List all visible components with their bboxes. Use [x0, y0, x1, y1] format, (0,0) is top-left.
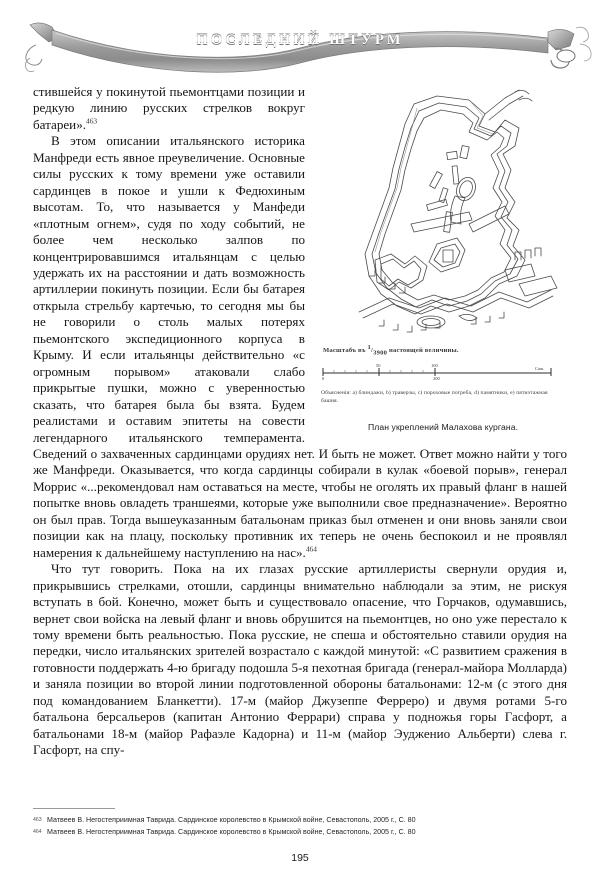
- paragraph-1-text: стившейся у покинутой пьемонтцами позиции и редкую линию русских стрелков вокруг батареи».: [33, 84, 305, 132]
- fortification-plan-drawing: [319, 84, 567, 342]
- svg-text:50: 50: [376, 362, 381, 368]
- page-number: 195: [291, 852, 309, 864]
- svg-text:0: 0: [322, 375, 325, 380]
- scale-denominator: 3900: [373, 349, 388, 357]
- figure-legend: Объясненiя: а) блиндажи, b) траверзы, с) пороховые погреба, d) памятники, е) пятиэтажная башня.: [321, 389, 548, 404]
- paragraph-2-text: В этом описании итальянского историка Манфреди есть явное преувеличение. Основные силы русских к тому времени уже оставили сардинцев в покое и ушли к Федюхиным высотам. То, что называется у Манфеди «плотным огнем», судя по ходу событий, не более чем несколько залпов по концентрировавшимся итальянцам с целью удержать их на расстоянии и дать возможность артиллерии покинуть позиции. Если бы батарея открыла стрельбу картечью, то сегодня мы бы не говорили о столь малых потерях пьемонтского экспедиционного корпуса в Крыму. И если итальянцы действительно «с огромным порывом» атаковали слабо прикрытые пушки, можно с уверенностью сказать, что батарея была бы взята. Будем реалистами и оставим эпитеты на совести легендарного итальянского темперамента. Сведений о захваченных сардинцами орудиях нет. И быть не может. Ответ можно найти у того же Манфреди. Оказывается, что когда сардинцы собирали в кулак «боевой порыв», генерал Моррис «...рекомендовал нам оставаться на месте, чтобы не оголять их правый фланг в нашей попытке вновь овладеть траншеями, которые уже выполнили свое предназначение». Вероятно он был прав. Тогда вышеуказанным батальонам приказ был отменен и они вновь заняли свои позиции как на плацу, поскольку противник их теперь не очень беспокоил и не проявлял намерения к дальнейшему наступлению на нас».: [33, 133, 567, 560]
- chapter-title: ПОСЛЕДНИЙ ШТУРМ: [196, 32, 404, 48]
- plan-linework-icon: [319, 84, 567, 342]
- footnote-marker-463: 463: [86, 116, 98, 126]
- svg-text:100: 100: [431, 362, 438, 368]
- footnote-item: [33, 815, 567, 827]
- scale-numerator: 1: [367, 344, 372, 351]
- footnote-number: 463: [33, 817, 42, 823]
- paragraph-3: [33, 561, 567, 758]
- figure-scale-bar: [319, 362, 567, 385]
- footnote-number: 464: [33, 828, 42, 835]
- ribbon-banner-icon: [0, 8, 600, 74]
- svg-text:Саж.: Саж.: [535, 365, 545, 371]
- scale-suffix: настоящей величины.: [387, 347, 459, 355]
- chapter-header-banner: [0, 8, 600, 74]
- svg-text:200: 200: [433, 375, 440, 380]
- scale-bar-icon: [321, 362, 555, 380]
- paragraph-3-text: Что тут говорить. Пока на их глазах русские артиллеристы свернули орудия и, прикрывшись стрелками, отошли, сардинцы внимательно наблюдали за этим, не рискуя вступать в бой. Конечно, может быть и существовало опасение, что Горчаков, одумавшись, вернет свои войска на левый фланг и вновь обрушится на пьемонтцев, но оно уже перестало к тому времени быть реальностью. Пока русские, не спеша и обстоятельно ставили орудия на передки, число итальянских зрителей возрастало с каждой минутой: «С развитием сражения в готовности поддержать 4-ю бригаду подошла 5-я пехотная бригада (генерал-майора Молларда) и заняла позиции во второй линии подготовленной обороны батальонами: 12-м (с этого дня под командованием Бланкетти). 17-м (майор Джузеппе Ферреро) и двумя ротами 5-го батальона берсальеров (капитан Антонио Феррари) справа у подножья горы Гасфорт, а батальонами 18-м (майор Рафаэле Кадорна) и 11-м (майор Эудженио Альберти) слева г. Гасфорт, на спу-: [33, 561, 567, 758]
- figure-malakhov-kurgan-plan: [319, 84, 567, 432]
- figure-scale-note: Масштабъ въ $^1/_{3900}$ настоящей величины.: [323, 344, 459, 357]
- scale-prefix: Масштабъ въ: [323, 347, 368, 355]
- footnote-item: [33, 827, 567, 839]
- footnote-text: Матвеев В. Негостеприимная Таврида. Сардинское королевство в Крымской войне, Севастополь, 2005 г., С. 80: [47, 816, 416, 824]
- figure-caption: План укреплений Малахова кургана.: [367, 421, 519, 432]
- footnote-text: Матвеев В. Негостеприимная Таврида. Сардинское королевство в Крымской войне, Севастополь, 2005 г., С. 80: [47, 827, 416, 836]
- page-text-body: [33, 84, 567, 759]
- footnote-marker-464: 464: [305, 544, 317, 554]
- footnote-separator-rule: [33, 808, 115, 809]
- footnotes-section: [33, 808, 567, 838]
- text-with-figure-wrap: [33, 84, 567, 759]
